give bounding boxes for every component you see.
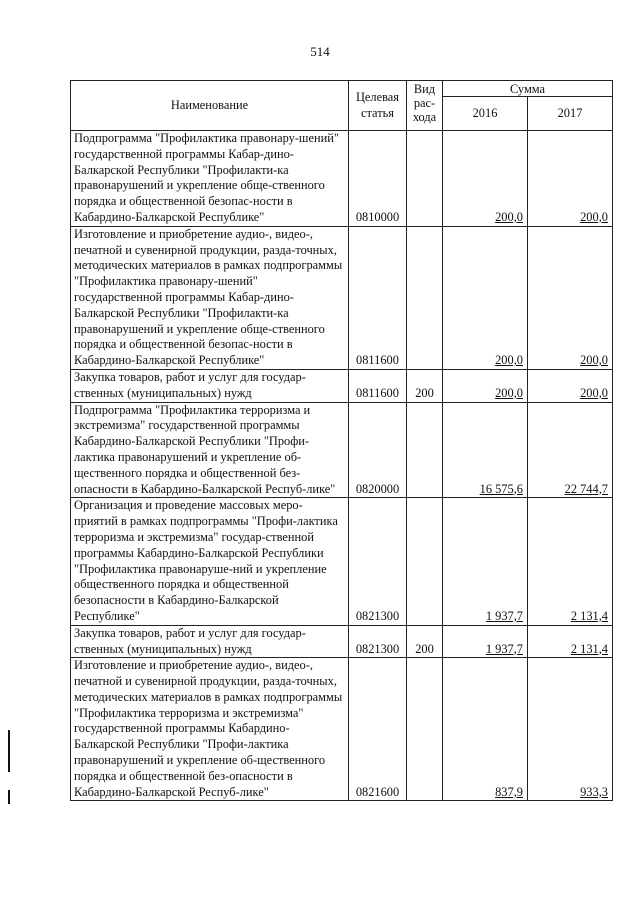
- header-code-line1: Целевая: [355, 89, 400, 104]
- row-code: 0821300: [349, 625, 407, 658]
- row-name: Организация и проведение массовых меро-приятий в рамках подпрограммы "Профи-лактика терроризма и экстремизма" государ-ственной программы Кабардино-Балкарской Республики "Профилактика правонаруше-ний и укрепление общественного порядка и общественной безопасности в Кабардино-Балкарской Республике": [71, 498, 349, 625]
- row-amount-2017: 2 131,4: [528, 498, 613, 625]
- row-amount-2016: 16 575,6: [443, 402, 528, 498]
- row-type: [407, 402, 443, 498]
- row-name: Изготовление и приобретение аудио-, видео-, печатной и сувенирной продукции, разда-точных, методических материалов в рамках подпрограммы "Профилактика правонару-шений" государственной программы Кабар-дино-Балкарской Республики "Профилакти-ка правонарушений и укрепление обще-ственного порядка и общественной безопас-ности в Кабардино-Балкарской Республике": [71, 226, 349, 369]
- table-row: [71, 498, 613, 625]
- row-amount-2017: 22 744,7: [528, 402, 613, 498]
- row-name: Закупка товаров, работ и услуг для государ-ственных (муниципальных) нужд: [71, 369, 349, 402]
- row-amount-2017: 933,3: [528, 658, 613, 801]
- row-amount-2016: 200,0: [443, 369, 528, 402]
- row-amount-2016: 837,9: [443, 658, 528, 801]
- scan-margin-mark: [8, 790, 10, 804]
- row-code: 0821600: [349, 658, 407, 801]
- row-amount-2017: 200,0: [528, 369, 613, 402]
- row-name: Закупка товаров, работ и услуг для государ-ственных (муниципальных) нужд: [71, 625, 349, 658]
- header-type-line1: Вид: [413, 82, 436, 96]
- row-code: 0811600: [349, 369, 407, 402]
- row-amount-2016: 1 937,7: [443, 625, 528, 658]
- scan-margin-mark: [8, 730, 10, 772]
- table-row: [71, 402, 613, 498]
- row-code: 0810000: [349, 131, 407, 227]
- header-sum: Сумма: [443, 81, 613, 97]
- header-type-line2: рас-: [413, 96, 436, 110]
- row-amount-2017: 200,0: [528, 131, 613, 227]
- table-row: [71, 226, 613, 369]
- row-code: 0811600: [349, 226, 407, 369]
- header-code-line2: статья: [360, 105, 394, 120]
- header-expense-type: [407, 81, 443, 131]
- row-code: 0821300: [349, 498, 407, 625]
- row-name: Подпрограмма "Профилактика терроризма и экстремизма" государственной программы Кабардино-Балкарской Республики "Профи-лактика правонарушений и укрепление об-щественного порядка и общественной без-опасности в Кабардино-Балкарской Респуб-лике": [71, 402, 349, 498]
- row-type: [407, 131, 443, 227]
- table-row: [71, 369, 613, 402]
- row-amount-2016: 1 937,7: [443, 498, 528, 625]
- row-amount-2016: 200,0: [443, 131, 528, 227]
- page-number: 514: [310, 44, 330, 59]
- row-type: [407, 226, 443, 369]
- row-type: 200: [407, 625, 443, 658]
- table-row: [71, 658, 613, 801]
- row-amount-2016: 200,0: [443, 226, 528, 369]
- header-target-article: [349, 81, 407, 131]
- row-type: [407, 658, 443, 801]
- table-row: [71, 131, 613, 227]
- header-year-2017: 2017: [528, 97, 613, 131]
- row-type: 200: [407, 369, 443, 402]
- row-amount-2017: 200,0: [528, 226, 613, 369]
- header-year-2016: 2016: [443, 97, 528, 131]
- row-amount-2017: 2 131,4: [528, 625, 613, 658]
- table-row: [71, 625, 613, 658]
- row-code: 0820000: [349, 402, 407, 498]
- row-type: [407, 498, 443, 625]
- header-type-line3: хода: [412, 110, 437, 124]
- row-name: Изготовление и приобретение аудио-, видео-, печатной и сувенирной продукции, разда-точных, методических материалов в рамках подпрограммы "Профилактика терроризма и экстремизма" государственной программы Кабардино-Балкарской Республики "Профи-лактика правонарушений и укрепление об-щественного порядка и общественной без-опасности в Кабардино-Балкарской Респуб-лике": [71, 658, 349, 801]
- header-name: Наименование: [71, 81, 349, 131]
- budget-table: [70, 80, 613, 801]
- row-name: Подпрограмма "Профилактика правонару-шений" государственной программы Кабар-дино-Балкарской Республики "Профилакти-ка правонарушений и укрепление обще-ственного порядка и общественной безопас-ности в Кабардино-Балкарской Республике": [71, 131, 349, 227]
